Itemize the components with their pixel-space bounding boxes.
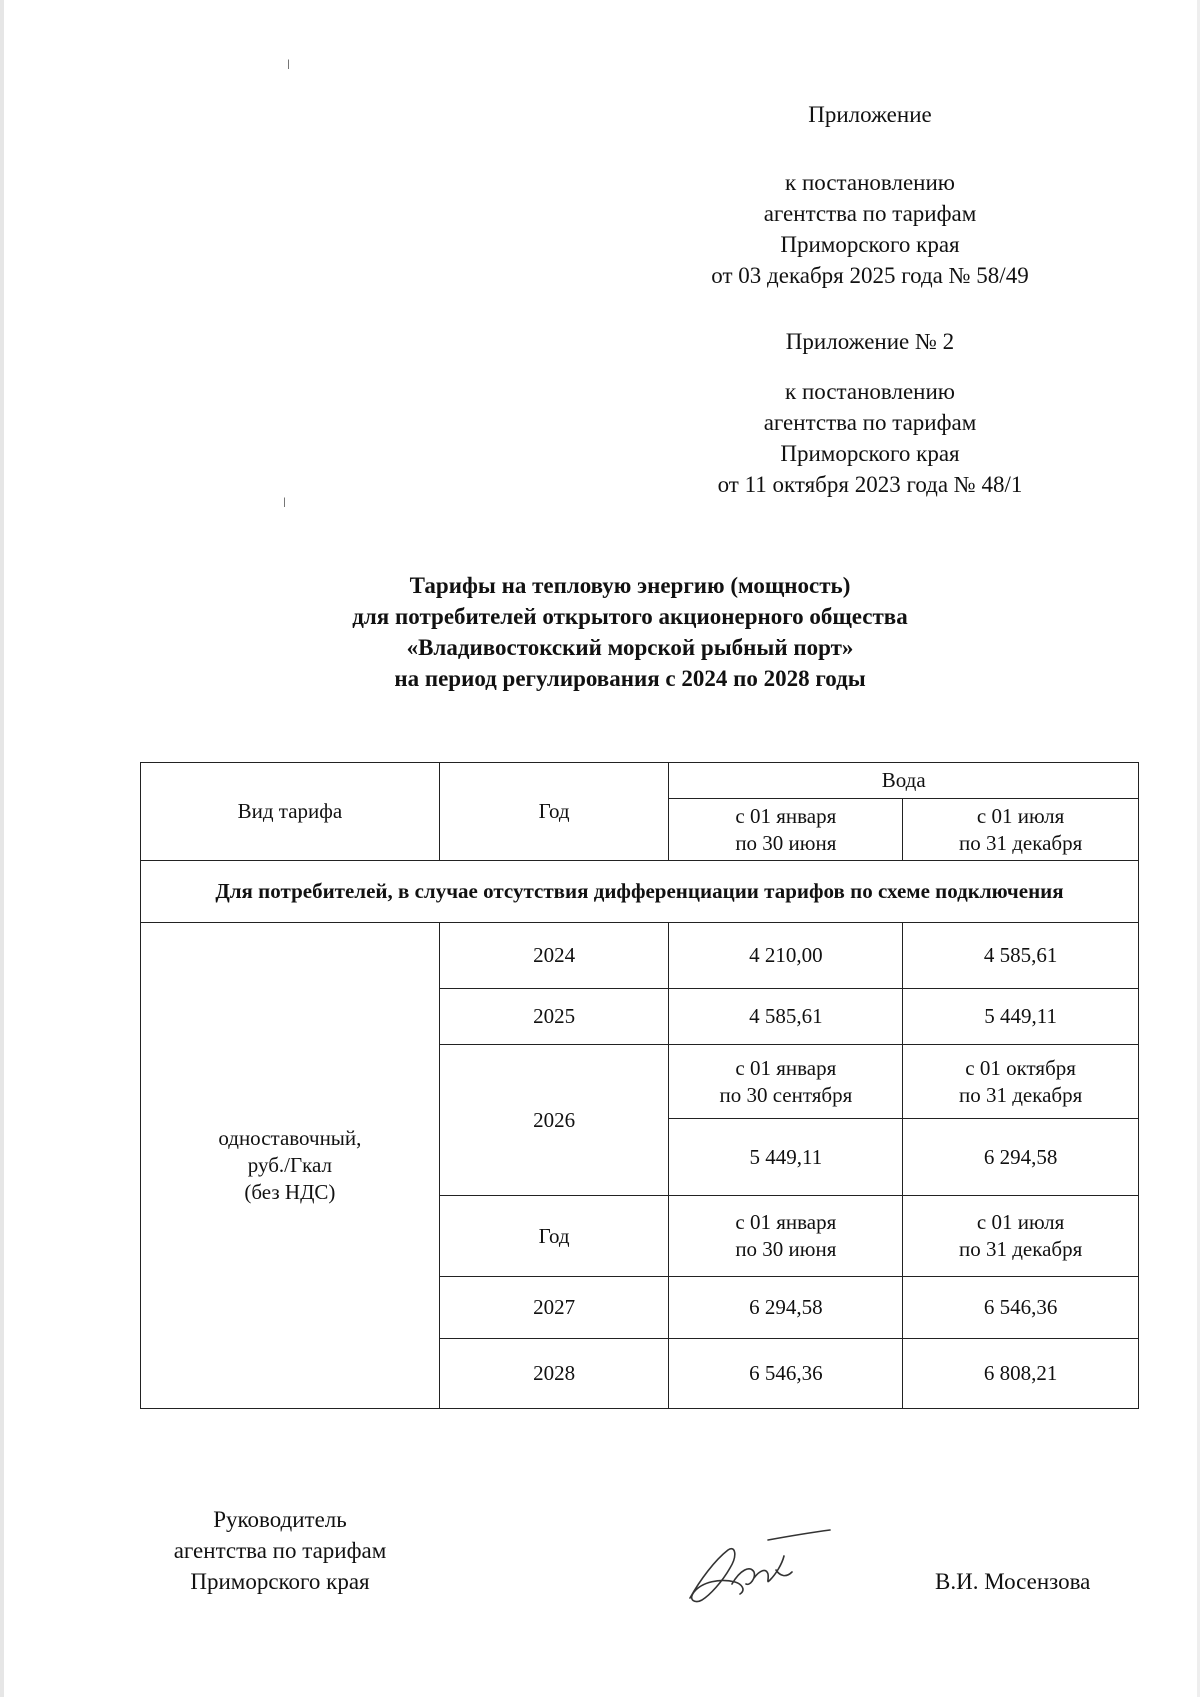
header-tariff-type: Вид тарифа: [141, 763, 440, 861]
reference-line: агентства по тарифам: [763, 201, 977, 226]
tariff-type-cell: [141, 923, 440, 1409]
handwritten-signature: [680, 1520, 840, 1610]
appendix-label: Приложение: [808, 102, 932, 127]
value-cell: 6 294,58: [903, 1119, 1139, 1196]
tariff-table: [140, 762, 1139, 1409]
reference-line: от 11 октября 2023 года № 48/1: [717, 472, 1023, 497]
period-line: с 01 октября: [965, 1055, 1076, 1080]
section-heading: Для потребителей, в случае отсутствия дифференциации тарифов по схеме подключения: [141, 861, 1139, 923]
period-line: по 30 сентября: [719, 1082, 853, 1107]
period-cell: [903, 1045, 1139, 1119]
value-cell: 4 585,61: [903, 923, 1139, 989]
reference-line: Приморского края: [780, 232, 960, 257]
period-line: по 31 декабря: [958, 830, 1083, 855]
value-cell: 5 449,11: [669, 1119, 903, 1196]
tariff-type-line: руб./Гкал: [247, 1153, 332, 1177]
value-cell: 5 449,11: [903, 989, 1139, 1045]
appendix2-label: Приложение № 2: [785, 329, 955, 354]
period-line: с 01 января: [735, 803, 837, 828]
value-cell: 4 210,00: [669, 923, 903, 989]
appendix-header: [660, 99, 1080, 130]
value-cell: 6 808,21: [903, 1339, 1139, 1409]
scan-mark: ǀ: [283, 496, 286, 511]
section-row: [141, 861, 1139, 923]
period-line: с 01 января: [735, 1210, 837, 1234]
header-year: Год: [439, 763, 669, 861]
period-line: с 01 января: [735, 1055, 837, 1080]
value-cell: 6 294,58: [669, 1277, 903, 1339]
year-cell: 2026: [439, 1045, 669, 1196]
header-period-a: [669, 799, 903, 861]
year-cell: 2028: [439, 1339, 669, 1409]
signer-name: В.И. Мосензова: [935, 1569, 1091, 1594]
year-cell: 2024: [439, 923, 669, 989]
table-row: [141, 923, 1139, 989]
value-cell: 6 546,36: [903, 1277, 1139, 1339]
title-line: «Владивостокский морской рыбный порт»: [406, 635, 854, 660]
signer-position-line: агентства по тарифам: [173, 1538, 387, 1563]
resolution-reference-1: [660, 167, 1080, 291]
period-line: по 30 июня: [735, 830, 837, 855]
period-line: с 01 июля: [976, 803, 1065, 828]
header-period-b: [903, 799, 1139, 861]
value-cell: 6 546,36: [669, 1339, 903, 1409]
value-cell: 4 585,61: [669, 989, 903, 1045]
period-line: с 01 июля: [976, 1210, 1065, 1234]
title-line: на период регулирования с 2024 по 2028 годы: [394, 666, 866, 691]
tariff-type-line: одноставочный,: [218, 1126, 362, 1150]
tariff-type-line: (без НДС): [244, 1180, 336, 1204]
resolution-reference-2: [660, 376, 1080, 500]
table-header-row: [141, 763, 1139, 799]
period-line: по 31 декабря: [958, 1082, 1083, 1107]
document-title: [130, 570, 1130, 694]
signer-position: [130, 1504, 430, 1597]
reference-line: от 03 декабря 2025 года № 58/49: [711, 263, 1029, 288]
scan-edge-left: [0, 0, 4, 1697]
signer-position-line: Руководитель: [213, 1507, 347, 1532]
reference-line: Приморского края: [780, 441, 960, 466]
subheader-period-b: [903, 1196, 1139, 1277]
title-line: Тарифы на тепловую энергию (мощность): [409, 573, 851, 598]
reference-line: к постановлению: [785, 170, 955, 195]
year-cell: 2025: [439, 989, 669, 1045]
subheader-year: Год: [439, 1196, 669, 1277]
appendix2-header: [660, 326, 1080, 357]
period-line: по 30 июня: [735, 1237, 837, 1261]
signer-position-line: Приморского края: [190, 1569, 370, 1594]
reference-line: к постановлению: [785, 379, 955, 404]
title-line: для потребителей открытого акционерного общества: [352, 604, 908, 629]
scan-mark: ǀ: [287, 58, 290, 73]
period-cell: [669, 1045, 903, 1119]
subheader-period-a: [669, 1196, 903, 1277]
reference-line: агентства по тарифам: [763, 410, 977, 435]
header-water: Вода: [669, 763, 1139, 799]
period-line: по 31 декабря: [958, 1237, 1083, 1261]
year-cell: 2027: [439, 1277, 669, 1339]
